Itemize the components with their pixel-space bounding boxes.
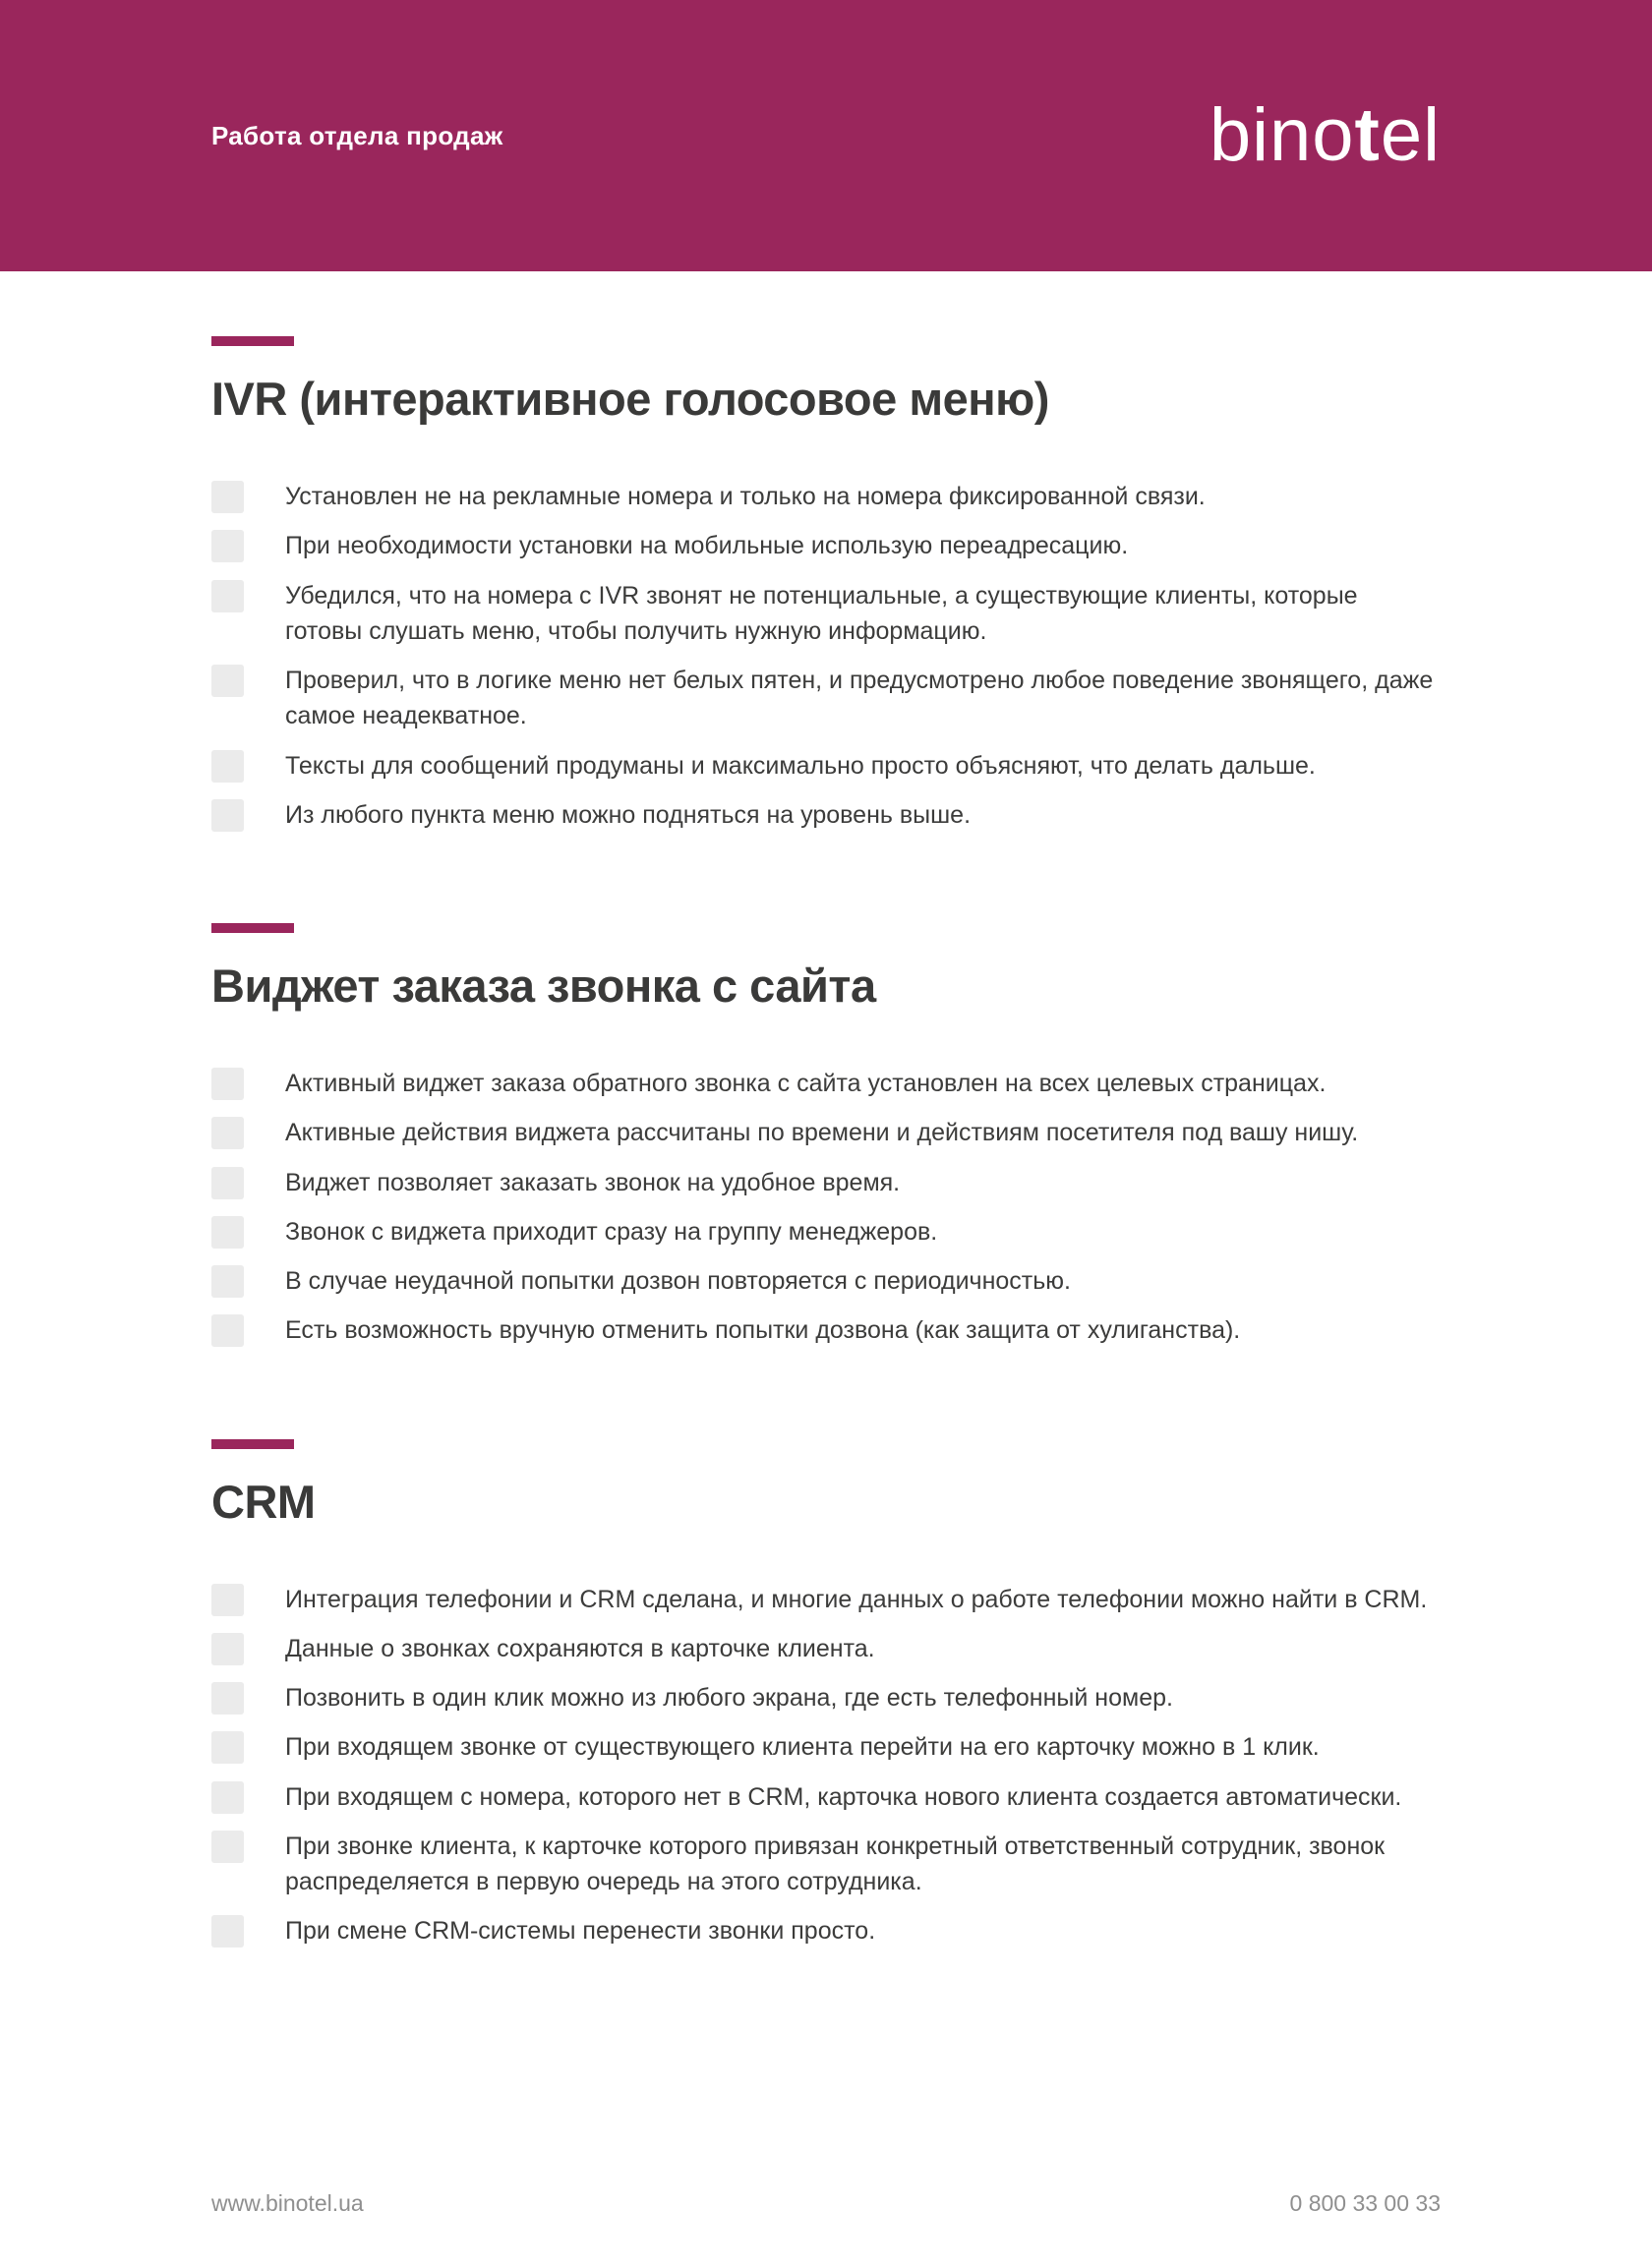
checklist-item-label: Из любого пункта меню можно подняться на уровень выше.: [285, 800, 972, 829]
checklist-item-label: При входящем с номера, которого нет в CRM, карточка нового клиента создается автоматически.: [285, 1782, 1402, 1811]
checkbox[interactable]: [211, 1781, 244, 1814]
checkbox[interactable]: [211, 1682, 244, 1715]
checkbox[interactable]: [211, 530, 244, 562]
checkbox[interactable]: [211, 1265, 244, 1298]
section-crm: [211, 1439, 1441, 1949]
checklist-item-label: Виджет позволяет заказать звонок на удобное время.: [285, 1168, 901, 1196]
checklist-item-label: Активные действия виджета рассчитаны по времени и действиям посетителя под вашу нишу.: [285, 1119, 1359, 1147]
checklist-item: [211, 1631, 1441, 1666]
checklist-item-label: Есть возможность вручную отменить попытки дозвона (как защита от хулиганства).: [285, 1316, 1241, 1345]
section-title: Виджет заказа звонка с сайта: [211, 960, 876, 1012]
section-ivr: [211, 336, 1441, 833]
footer-website-link[interactable]: www.binotel.ua: [211, 2190, 364, 2216]
checkbox[interactable]: [211, 1216, 244, 1249]
section-widget: [211, 923, 1441, 1349]
checklist-item: [211, 1680, 1441, 1716]
checklist: [211, 1066, 1441, 1349]
logo-part-bino: bino: [1209, 93, 1355, 177]
checklist-item: [211, 578, 1441, 650]
checkbox[interactable]: [211, 665, 244, 697]
checklist-item: [211, 1263, 1441, 1299]
checklist: [211, 1582, 1441, 1949]
checklist-item: [211, 1115, 1441, 1150]
header-title: Работа отдела продаж: [211, 120, 503, 150]
checkbox[interactable]: [211, 1584, 244, 1616]
checklist-item: [211, 1582, 1441, 1617]
checklist-item-label: При смене CRM-системы перенести звонки просто.: [285, 1917, 876, 1946]
checkbox[interactable]: [211, 1831, 244, 1863]
checklist-item: [211, 1779, 1441, 1815]
checklist-item-label: При входящем звонке от существующего клиента перейти на его карточку можно в 1 клик.: [285, 1733, 1320, 1762]
section-title: CRM: [211, 1475, 316, 1528]
footer-phone: 0 800 33 00 33: [1289, 2190, 1441, 2216]
checkbox[interactable]: [211, 1633, 244, 1665]
checklist-item-label: Данные о звонках сохраняются в карточке клиента.: [285, 1634, 875, 1662]
checkbox[interactable]: [211, 580, 244, 612]
checklist-item-label: Звонок с виджета приходит сразу на группу менеджеров.: [285, 1217, 938, 1246]
checkbox[interactable]: [211, 1731, 244, 1764]
checklist-item: [211, 663, 1441, 734]
logo-part-t: t: [1354, 93, 1381, 177]
section-title: IVR (интерактивное голосовое меню): [211, 373, 1049, 425]
checklist-item: [211, 1729, 1441, 1765]
checklist-item: [211, 479, 1441, 514]
page-footer: [0, 2190, 1652, 2217]
page-content: [0, 336, 1652, 1949]
checklist-item: [211, 797, 1441, 833]
checkbox[interactable]: [211, 750, 244, 783]
checklist-item-label: Позвонить в один клик можно из любого экрана, где есть телефонный номер.: [285, 1684, 1173, 1712]
checklist-item: [211, 748, 1441, 784]
checklist: [211, 479, 1441, 833]
checklist-item: [211, 1829, 1441, 1900]
checklist-item-label: Установлен не на рекламные номера и только на номера фиксированной связи.: [285, 483, 1206, 510]
checkbox[interactable]: [211, 481, 244, 513]
checklist-item-label: Интеграция телефонии и CRM сделана, и многие данных о работе телефонии можно найти в CRM.: [285, 1585, 1428, 1613]
brand-accent-bar: [211, 923, 294, 933]
checkbox[interactable]: [211, 1915, 244, 1948]
checklist-item-label: При необходимости установки на мобильные использую переадресацию.: [285, 532, 1129, 560]
checklist-item: [211, 1214, 1441, 1250]
checklist-item-label: Убедился, что на номера с IVR звонят не потенциальные, а существующие клиенты, которые готовы слушать меню, чтобы получить нужную информацию.: [285, 581, 1358, 645]
checklist-item-label: Активный виджет заказа обратного звонка с сайта установлен на всех целевых страницах.: [285, 1070, 1327, 1097]
checklist-item: [211, 1913, 1441, 1948]
checklist-item: [211, 528, 1441, 563]
checklist-item: [211, 1066, 1441, 1101]
checklist-item-label: Проверил, что в логике меню нет белых пятен, и предусмотрено любое поведение звонящего, даже самое неадекватное.: [285, 667, 1434, 730]
checkbox[interactable]: [211, 1068, 244, 1100]
checkbox[interactable]: [211, 1167, 244, 1199]
binotel-logo: [1209, 93, 1441, 177]
checklist-item-label: При звонке клиента, к карточке которого привязан конкретный ответственный сотрудник, звонок распределяется в первую очередь на этого сотрудника.: [285, 1832, 1386, 1895]
checkbox[interactable]: [211, 1117, 244, 1149]
logo-part-el: el: [1380, 93, 1441, 177]
checkbox[interactable]: [211, 1314, 244, 1347]
brand-accent-bar: [211, 336, 294, 346]
checklist-item: [211, 1312, 1441, 1348]
checklist-item: [211, 1165, 1441, 1200]
checkbox[interactable]: [211, 799, 244, 832]
brand-accent-bar: [211, 1439, 294, 1449]
page-header: [0, 0, 1652, 271]
checklist-item-label: В случае неудачной попытки дозвон повторяется с периодичностью.: [285, 1267, 1071, 1295]
checklist-item-label: Тексты для сообщений продуманы и максимально просто объясняют, что делать дальше.: [285, 751, 1316, 780]
